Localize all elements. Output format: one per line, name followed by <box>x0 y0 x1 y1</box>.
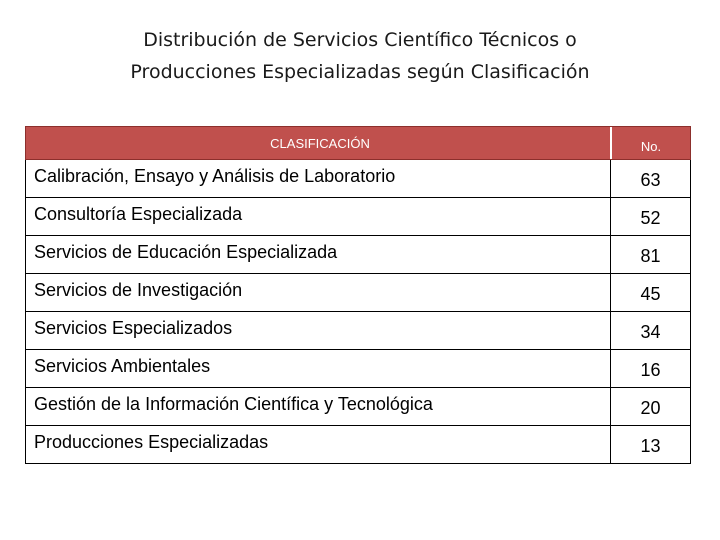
row-value: 34 <box>640 322 661 342</box>
header-classification: CLASIFICACIÓN <box>270 136 370 151</box>
classification-table <box>25 126 691 464</box>
table-row <box>25 274 691 312</box>
row-label: Gestión de la Información Científica y Tecnológica <box>34 394 433 414</box>
page-title-line-1: Distribución de Servicios Científico Técnicos o <box>143 29 577 51</box>
row-label: Consultoría Especializada <box>34 204 243 224</box>
row-label: Calibración, Ensayo y Análisis de Laboratorio <box>34 166 396 186</box>
page-title-line-2: Producciones Especializadas según Clasificación <box>130 61 590 83</box>
row-label: Servicios de Investigación <box>34 280 243 300</box>
row-value: 52 <box>640 208 661 228</box>
row-value: 13 <box>640 436 661 456</box>
table-row <box>25 160 691 198</box>
table-row <box>25 350 691 388</box>
row-label: Servicios Especializados <box>34 318 233 338</box>
row-label: Servicios Ambientales <box>34 356 211 376</box>
header-number: No. <box>640 139 662 154</box>
table-row <box>25 388 691 426</box>
row-value: 16 <box>640 360 661 380</box>
row-value: 20 <box>640 398 661 418</box>
table-header <box>25 126 691 160</box>
row-value: 45 <box>640 284 661 304</box>
table-row <box>25 198 691 236</box>
table-row <box>25 236 691 274</box>
row-value: 81 <box>640 246 661 266</box>
table-row <box>25 312 691 350</box>
row-value: 63 <box>640 170 661 190</box>
row-label: Producciones Especializadas <box>34 432 269 452</box>
row-label: Servicios de Educación Especializada <box>34 242 338 262</box>
table-row <box>25 426 691 464</box>
